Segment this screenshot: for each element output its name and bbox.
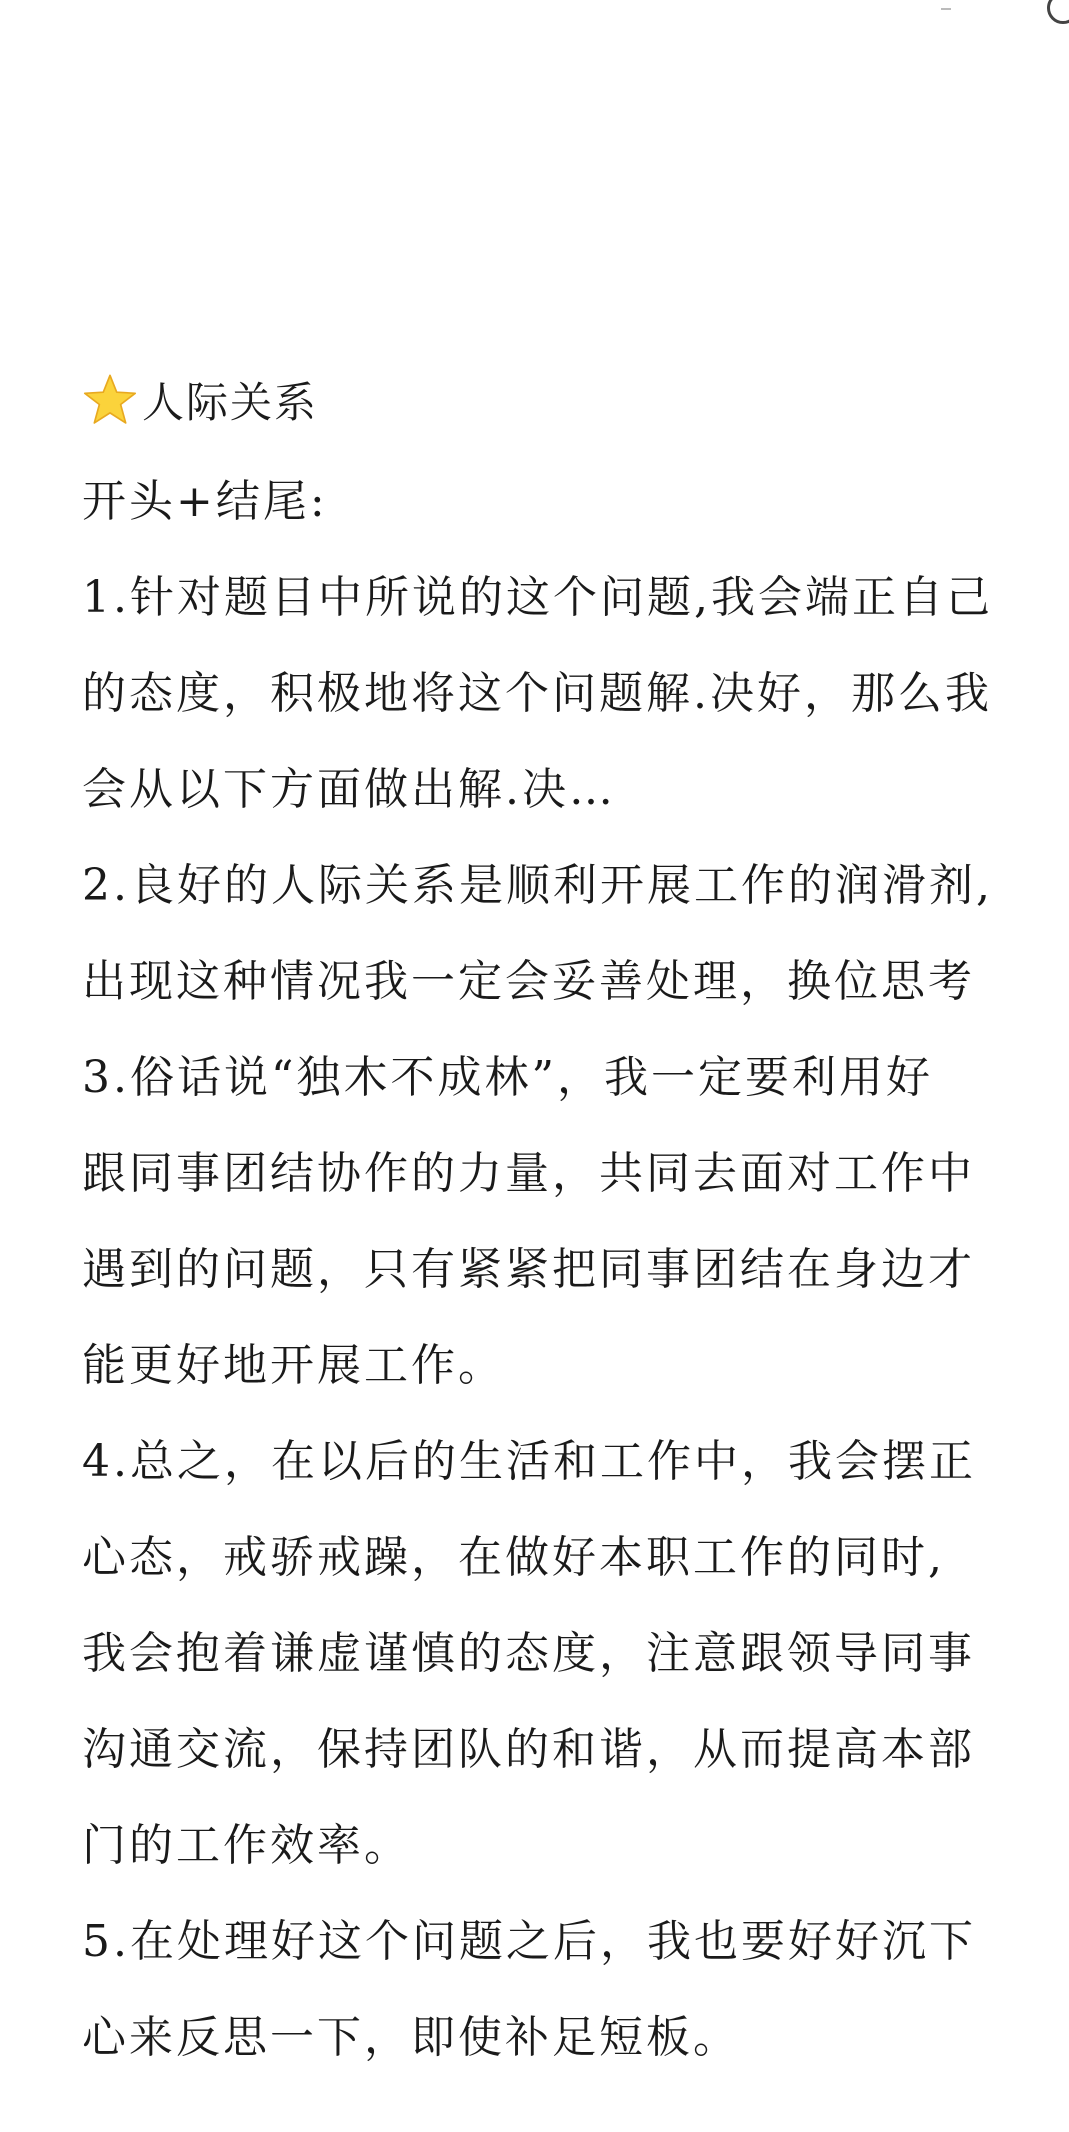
text-line: 心来反思一下，即使补足短板。 xyxy=(82,2012,740,2063)
text-line: 4.总之，在以后的生活和工作中，我会摆正 xyxy=(82,1436,976,1487)
section-subtitle: 开头+结尾: xyxy=(82,476,328,527)
text-line: 我会抱着谦虚谨慎的态度，注意跟领导同事 xyxy=(82,1628,975,1679)
text-line: 会从以下方面做出解.决… xyxy=(82,764,616,815)
text-line: 3.俗话说“独木不成林”，我一定要利用好 xyxy=(82,1052,933,1103)
text-line: 的态度，积极地将这个问题解.决好，那么我 xyxy=(82,668,992,719)
text-line: 出现这种情况我一定会妥善处理，换位思考 xyxy=(82,956,975,1007)
text-line: 能更好地开展工作。 xyxy=(82,1340,505,1391)
star-icon xyxy=(82,372,138,428)
document-content xyxy=(82,360,993,2086)
text-line: 门的工作效率。 xyxy=(82,1820,411,1871)
text-line: 1.针对题目中所说的这个问题,我会端正自己 xyxy=(82,572,993,623)
text-line: 心态，戒骄戒躁，在做好本职工作的同时, xyxy=(82,1532,945,1583)
text-line: 5.在处理好这个问题之后，我也要好好沉下 xyxy=(82,1916,976,1967)
text-line: 2.良好的人际关系是顺利开展工作的润滑剂, xyxy=(82,860,993,911)
corner-circle-icon xyxy=(1047,0,1069,24)
corner-dash xyxy=(941,8,951,10)
section-heading xyxy=(82,360,982,440)
text-line: 遇到的问题，只有紧紧把同事团结在身边才 xyxy=(82,1244,975,1295)
text-line: 跟同事团结协作的力量，共同去面对工作中 xyxy=(82,1148,975,1199)
text-line: 沟通交流，保持团队的和谐，从而提高本部 xyxy=(82,1724,975,1775)
section-title: 人际关系 xyxy=(142,378,319,427)
